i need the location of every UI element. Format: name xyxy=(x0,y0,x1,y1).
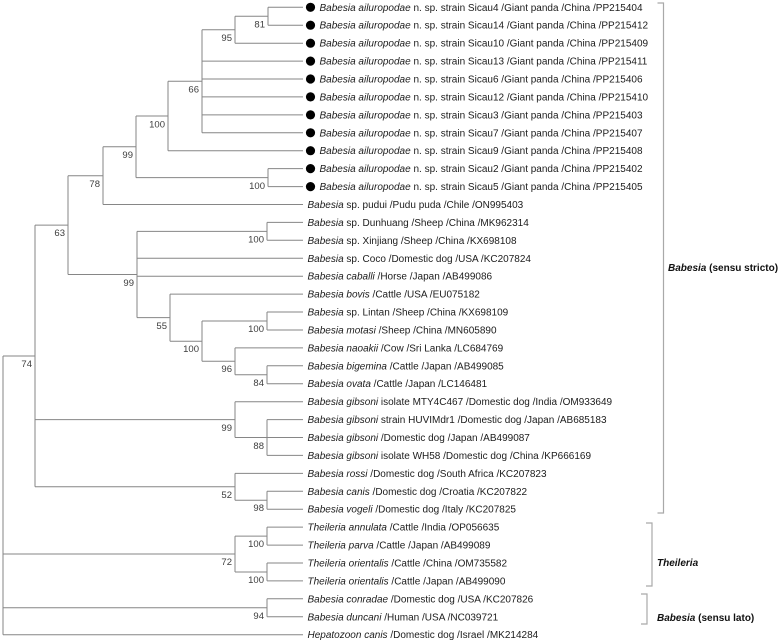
bootstrap-value: 100 xyxy=(248,234,264,246)
taxon-label: Babesia ailuropodae n. sp. strain Sicau13 /Giant panda /China /PP215411 xyxy=(319,56,648,68)
clade-bracket xyxy=(646,523,652,586)
bootstrap-value: 55 xyxy=(156,320,167,332)
taxon-label: Babesia gibsoni isolate MTY4C467 /Domestic dog /India /OM933649 xyxy=(307,397,613,409)
bootstrap-value: 81 xyxy=(254,19,265,31)
bootstrap-value: 100 xyxy=(248,539,264,551)
clade-bracket-label: Theileria xyxy=(657,558,699,569)
taxon-label: Theileria annulata /Cattle /India /OP056635 xyxy=(307,522,500,534)
taxon-label: Babesia rossi /Domestic dog /South Africa /KC207823 xyxy=(307,468,547,480)
taxon-label: Babesia gibsoni isolate WH58 /Domestic dog /China /KP666169 xyxy=(307,450,591,462)
new-species-dot xyxy=(306,92,315,101)
bootstrap-value: 99 xyxy=(123,277,134,289)
taxon-label: Babesia canis /Domestic dog /Croatia /KC207822 xyxy=(307,486,528,498)
bootstrap-value: 98 xyxy=(253,503,264,515)
taxon-label: Theileria orientalis /Cattle /China /OM735582 xyxy=(307,558,508,570)
bootstrap-value: 52 xyxy=(221,489,232,501)
taxon-label: Babesia ailuropodae n. sp. strain Sicau5 /Giant panda /China /PP215405 xyxy=(319,182,643,194)
taxon-labels xyxy=(308,3,649,641)
taxon-dots xyxy=(306,3,315,192)
taxon-label: Babesia ailuropodae n. sp. strain Sicau12 /Giant panda /China /PP215410 xyxy=(319,92,649,104)
taxon-label: Babesia ovata /Cattle /Japan /LC146481 xyxy=(307,379,488,391)
bootstrap-value: 100 xyxy=(248,324,264,336)
clade-brackets xyxy=(641,3,778,624)
taxon-label: Babesia ailuropodae n. sp. strain Sicau10 /Giant panda /China /PP215409 xyxy=(319,38,649,50)
taxon-label: Babesia bovis /Cattle /USA /EU075182 xyxy=(307,289,480,301)
taxon-label: Babesia vogeli /Domestic dog /Italy /KC207825 xyxy=(307,504,516,516)
bootstrap-value: 99 xyxy=(221,422,232,434)
bootstrap-value: 95 xyxy=(221,33,232,44)
bootstrap-value: 88 xyxy=(253,440,264,452)
taxon-label: Babesia sp. Dunhuang /Sheep /China /MK962314 xyxy=(307,217,529,229)
new-species-dot xyxy=(306,3,315,12)
taxon-label: Babesia ailuropodae n. sp. strain Sicau6 /Giant panda /China /PP215406 xyxy=(319,74,643,86)
new-species-dot xyxy=(306,110,315,119)
taxon-label: Theileria parva /Cattle /Japan /AB499089 xyxy=(307,540,491,552)
taxon-label: Babesia sp. pudui /Pudu puda /Chile /ON995403 xyxy=(307,200,524,211)
taxon-label: Babesia naoakii /Cow /Sri Lanka /LC684769 xyxy=(307,343,504,355)
new-species-dot xyxy=(306,164,315,173)
clade-bracket xyxy=(641,594,647,624)
bootstrap-value: 74 xyxy=(21,359,32,371)
clade-bracket-label: Babesia (sensu stricto) xyxy=(668,263,779,274)
taxon-label: Babesia duncani /Human /USA /NC039721 xyxy=(307,612,499,624)
bootstrap-value: 94 xyxy=(253,610,264,622)
bootstrap-value: 66 xyxy=(188,84,199,96)
taxon-label: Babesia caballi /Horse /Japan /AB499086 xyxy=(307,271,493,283)
new-species-dot xyxy=(306,57,315,66)
taxon-label: Babesia sp. Xinjiang /Sheep /China /KX698108 xyxy=(307,235,517,247)
bootstrap-value: 99 xyxy=(122,150,133,161)
bootstrap-value: 100 xyxy=(249,180,265,192)
bootstrap-value: 72 xyxy=(221,557,232,569)
clade-bracket-label: Babesia (sensu lato) xyxy=(657,613,755,624)
new-species-dot xyxy=(306,182,315,191)
taxon-label: Babesia motasi /Sheep /China /MN605890 xyxy=(307,325,497,337)
taxon-label: Babesia ailuropodae n. sp. strain Sicau7 /Giant panda /China /PP215407 xyxy=(319,128,643,140)
bootstrap-value: 84 xyxy=(253,377,264,389)
clade-bracket xyxy=(658,3,664,513)
bootstrap-value: 100 xyxy=(149,119,165,131)
taxon-label: Babesia bigemina /Cattle /Japan /AB499085 xyxy=(307,361,504,373)
bootstrap-value: 100 xyxy=(248,575,264,587)
new-species-dot xyxy=(306,74,315,83)
bootstrap-value: 96 xyxy=(221,364,232,375)
taxon-label: Theileria orientalis /Cattle /Japan /AB499090 xyxy=(307,576,506,588)
taxon-label: Babesia sp. Lintan /Sheep /China /KX698109 xyxy=(307,307,509,319)
taxon-label: Babesia sp. Coco /Domestic dog /USA /KC207824 xyxy=(307,253,531,265)
bootstrap-value: 100 xyxy=(183,344,199,356)
taxon-label: Babesia ailuropodae n. sp. strain Sicau14 /Giant panda /China /PP215412 xyxy=(319,20,649,32)
bootstrap-value: 63 xyxy=(54,228,65,240)
taxon-label: Babesia gibsoni /Domestic dog /Japan /AB499087 xyxy=(307,433,530,444)
taxon-label: Babesia ailuropodae n. sp. strain Sicau2 /Giant panda /China /PP215402 xyxy=(319,164,643,176)
taxon-label: Babesia ailuropodae n. sp. strain Sicau4 /Giant panda /China /PP215404 xyxy=(319,2,643,14)
new-species-dot xyxy=(306,128,315,137)
taxon-label: Babesia gibsoni strain HUVIMdr1 /Domestic dog /Japan /AB685183 xyxy=(307,415,607,427)
new-species-dot xyxy=(306,21,315,30)
taxon-label: Babesia ailuropodae n. sp. strain Sicau9 /Giant panda /China /PP215408 xyxy=(319,146,643,158)
new-species-dot xyxy=(306,146,315,155)
bootstrap-value: 78 xyxy=(89,178,100,190)
new-species-dot xyxy=(306,39,315,48)
taxon-label: Babesia ailuropodae n. sp. strain Sicau3 /Giant panda /China /PP215403 xyxy=(319,110,643,122)
taxon-label: Hepatozoon canis /Domestic dog /Israel /MK214284 xyxy=(307,630,539,641)
taxon-label: Babesia conradae /Domestic dog /USA /KC207826 xyxy=(307,594,534,606)
